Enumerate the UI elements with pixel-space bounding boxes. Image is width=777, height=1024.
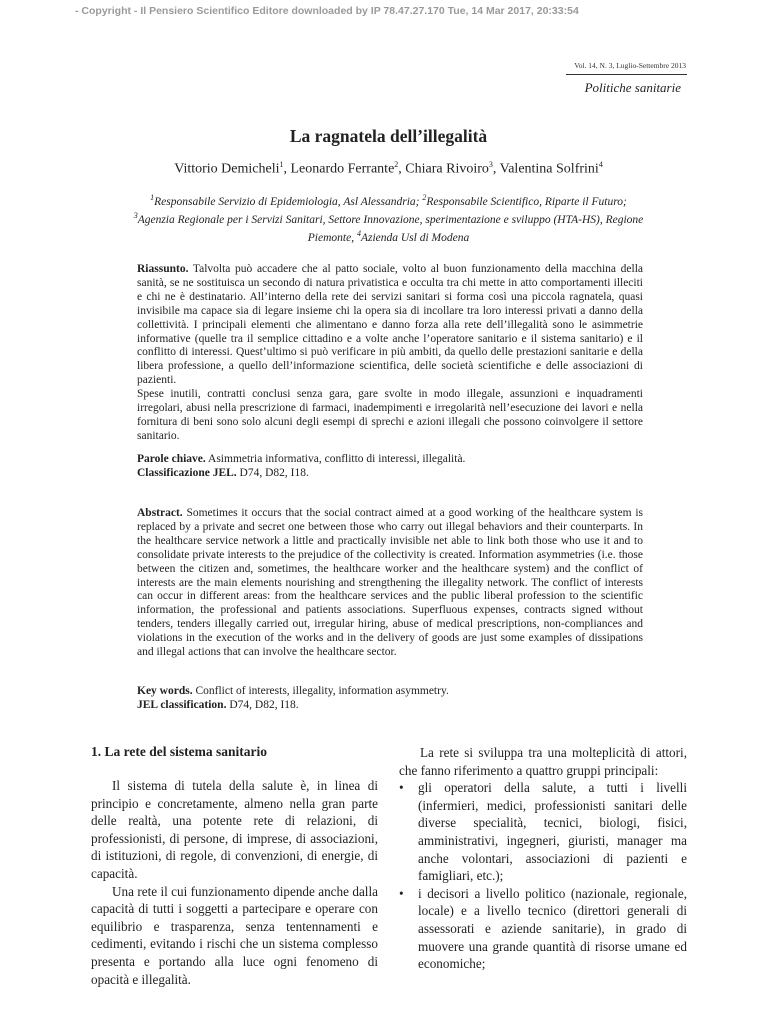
abstract-label: Abstract. [137, 507, 183, 519]
affiliation-2: Responsabile Scientifico, Riparte il Futuro; [426, 195, 627, 208]
author-sup: 2 [394, 160, 399, 169]
author-name: Vittorio Demicheli [174, 161, 280, 177]
jel-en-label: JEL classification. [137, 698, 227, 711]
keywords-text: Conflict of interests, illegality, information asymmetry. [192, 685, 449, 697]
riassunto-block [137, 263, 643, 444]
keywords-block [137, 685, 643, 713]
header-rule [566, 74, 687, 75]
keywords-label: Key words. [137, 685, 193, 697]
paragraph: Una rete il cui funzionamento dipende anche dalla capacità di tutti i soggetti a partecipare e operare con equilibrio e trasparenza, senza tentennamenti e cedimenti, evitando i rischi che un sistema complesso presenta e portando alla luce ogni fenomeno di opacità e illegalità. [91, 883, 378, 987]
jel-it-label: Classificazione JEL. [137, 466, 237, 479]
journal-volume: Vol. 14, N. 3, Luglio-Settembre 2013 [574, 61, 686, 70]
parole-text: Asimmetria informativa, conflitto di interessi, illegalità. [205, 453, 466, 465]
bullet-list [399, 779, 687, 973]
riassunto-label: Riassunto. [137, 263, 189, 275]
right-column [399, 744, 687, 973]
jel-en-text: D74, D82, I18. [226, 698, 299, 711]
parole-label: Parole chiave. [137, 453, 206, 465]
section-heading: 1. La rete del sistema sanitario [91, 744, 267, 759]
author-name: Leonardo Ferrante [290, 161, 395, 177]
affiliation-4: Azienda Usl di Modena [360, 231, 470, 244]
author-name: Valentina Solfrini [499, 161, 599, 177]
affil-sup: 3 [133, 210, 138, 220]
affiliations [120, 191, 657, 244]
riassunto-text-2: Spese inutili, contratti conclusi senza gara, gare svolte in modo illegale, assunzioni e inquadramenti irregolari, abusi nella prescrizione di farmaci, inadempimenti e irregolarità nell’esecuzione dei lavori e nella fornitura di beni sono solo alcuni degli esempi di sprechi e azioni illegali che possono coinvolgere il settore sanitario. [137, 388, 643, 442]
abstract-text: Sometimes it occurs that the social contract aimed at a good working of the healthcare system is replaced by a private and secret one between those who carry out illegal behaviors and their counterparts. In the healthcare service network a little and practically invisible net able to link both those who use it and to consolidate private interests to the prejudice of the collectivity is created. Information asymmetries (i.e. those between the citizen and, sometimes, the healthcare worker and the healthcare system) and the conflict of interests are the main elements nourishing and strengthening the illegality network. The conflict of interests can occur in different areas: from the healthcare services and the public liberal profession to the scientific information, the professional and patients associations. Superfluous expenses, contracts signed without tenders, tenders illegally carried out, irregular hiring, abuse of medical prescriptions, non-compliances and violations in the execution of the works and in the delivery of goods are just some examples of dissipations and illegal actions that can involve the healthcare sector. [137, 507, 643, 659]
affil-sup: 2 [422, 193, 427, 202]
journal-section: Politiche sanitarie [584, 80, 681, 95]
affiliation-3: Agenzia Regionale per i Servizi Sanitari, Settore Innovazione, sperimentazione e sviluppo (HTA-HS), Regione Piemonte, [137, 213, 644, 244]
author-sup: 1 [279, 160, 284, 169]
article-title: La ragnatela dell’illegalità [289, 126, 488, 146]
paragraph: La rete si sviluppa tra una molteplicità di attori, che fanno riferimento a quattro gruppi principali: [399, 745, 687, 778]
author-sup: 4 [598, 160, 603, 169]
left-column [91, 777, 378, 988]
riassunto-text: Talvolta può accadere che al patto sociale, volto al buon funzionamento della macchina della sanità, se ne sostituisca un secondo di natura privatistica e occulta tra chi mette in atto comportamenti illeciti e chi ne è destinatario. All’interno della rete dei servizi sanitari si forma così una piccola ragnatela, quasi invisibile ma capace sia di legare insieme chi la opera sia di incollare tra loro interessi privati a danno della collettività. I principali elementi che alimentano e danno forza alla rete dell’illegalità sono le asimmetrie informative (quelle tra il semplice cittadino e a volte anche l’operatore sanitario e il sistema sanitario) e il conflitto di interessi. Quest’ultimo si può verificare in più ambiti, da quello delle prestazioni sanitarie e della libera professione, a quello dell’informazione scientifica, delle società scientifiche e delle associazioni di pazienti. [137, 263, 643, 387]
affiliation-1: Responsabile Servizio di Epidemiologia, Asl Alessandria; [154, 195, 423, 208]
parole-chiave-block [137, 453, 643, 481]
abstract-block [137, 507, 643, 660]
jel-it-text: D74, D82, I18. [236, 466, 309, 479]
author-name: Chiara Rivoiro [405, 161, 489, 177]
list-item: • i decisori a livello politico (nazionale, regionale, locale) e a livello tecnico (direttori generali di assessorati e aziende sanitarie), in grado di muovere una grande quantità di risorse umane ed economiche; [399, 885, 687, 973]
author-list: Vittorio Demicheli$^1$, Leonardo Ferrante$^2$, Chiara Rivoiro$^3$, Valentina Solfrini$^4$ [174, 160, 603, 177]
affil-sup: 4 [356, 228, 361, 238]
author-sup: 3 [488, 160, 493, 169]
copyright-notice: - Copyright - Il Pensiero Scientifico Editore downloaded by IP 78.47.27.170 Tue, 14 Mar 2017, 20:33:54 [75, 5, 579, 17]
list-item: • gli operatori della salute, a tutti i livelli (infermieri, medici, professionisti sanitari delle diverse specialità, tecnici, biologi, fisici, amministrativi, ingegneri, giuristi, manager ma anche volontari, associazioni di pazienti e famigliari, etc.); [399, 779, 687, 885]
paragraph: Il sistema di tutela della salute è, in linea di principio e concretamente, almeno nella gran parte delle realtà, una potente rete di relazioni, di professionisti, di persone, di imprese, di associazioni, di istituzioni, di regole, di convenzioni, di energie, di capacità. [91, 778, 378, 881]
affil-sup: 1 [150, 193, 155, 202]
